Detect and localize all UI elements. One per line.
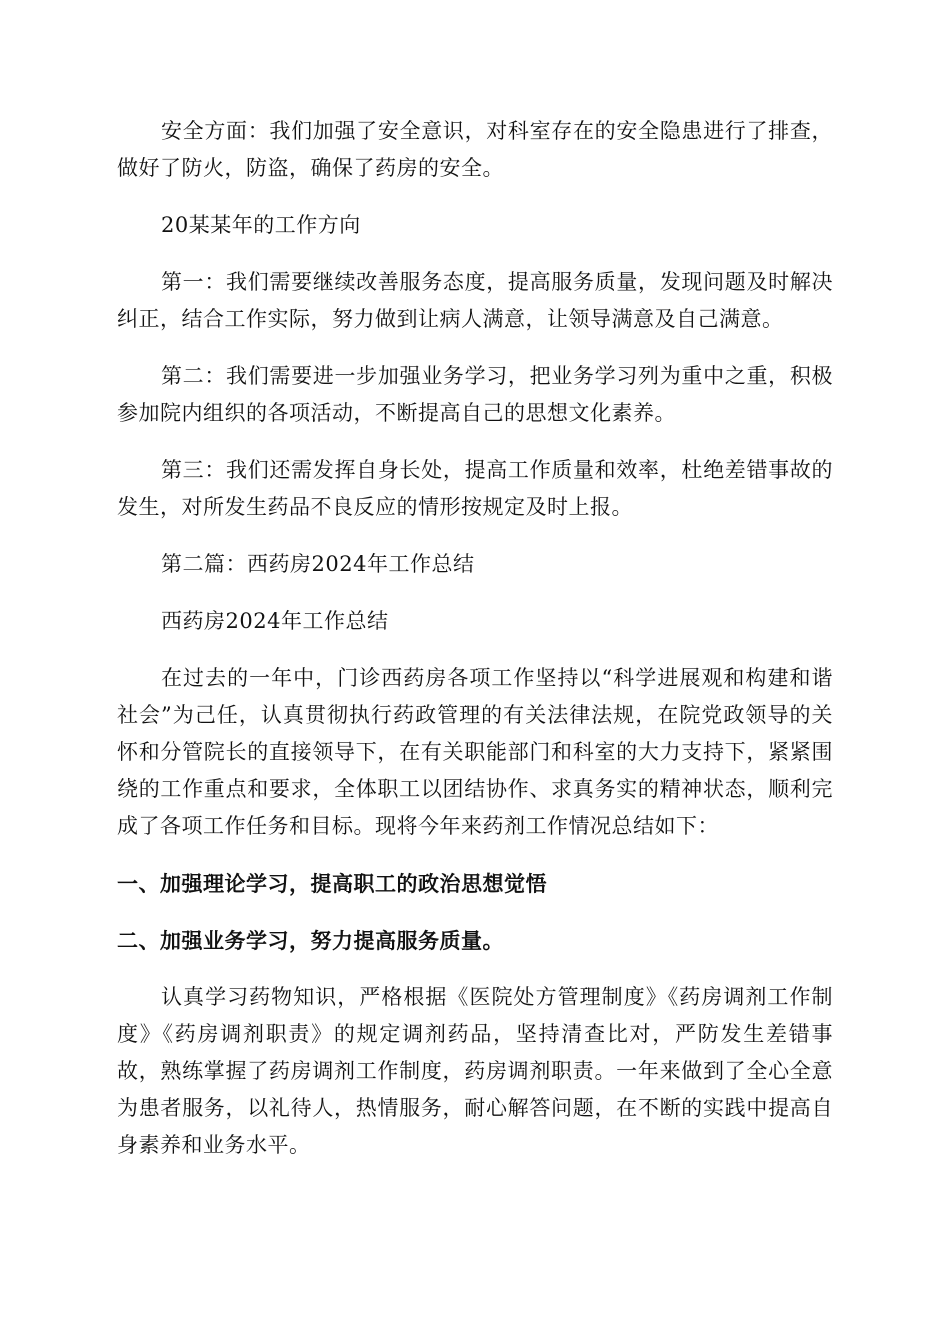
paragraph-part-two-title: 第二篇：西药房2024年工作总结 (161, 552, 475, 576)
paragraph-first: 第一：我们需要继续改善服务态度，提高服务质量，发现问题及时解决纠正，结合工作实际，努力做到让病人满意，让领导满意及自己满意。 (117, 270, 833, 331)
document-body (117, 113, 833, 1184)
section-heading-business: 二、加强业务学习，努力提高服务质量。 (117, 928, 504, 953)
paragraph-third: 第三：我们还需发挥自身长处，提高工作质量和效率，杜绝差错事故的发生，对所发生药品不良反应的情形按规定及时上报。 (117, 458, 833, 519)
paragraph-safety: 安全方面：我们加强了安全意识，对科室存在的安全隐患进行了排查，做好了防火，防盗，确保了药房的安全。 (117, 119, 833, 180)
paragraph-intro: 在过去的一年中，门诊西药房各项工作坚持以“科学进展观和构建和谐社会”为己任，认真贯彻执行药政管理的有关法律法规，在院党政领导的关怀和分管院长的直接领导下，在有关职能部门和科室的大力支持下，紧紧围绕的工作重点和要求，全体职工以团结协作、求真务实的精神状态，顺利完成了各项工作任务和目标。现将今年来药剂工作情况总结如下： (117, 666, 833, 838)
paragraph-summary-title: 西药房2024年工作总结 (161, 609, 389, 633)
paragraph-business-study: 认真学习药物知识，严格根据《医院处方管理制度》《药房调剂工作制度》《药房调剂职责》的规定调剂药品，坚持清查比对，严防发生差错事故，熟练掌握了药房调剂工作制度，药房调剂职责。一年来做到了全心全意为患者服务，以礼待人，热情服务，耐心解答问题，在不断的实践中提高自身素养和业务水平。 (117, 985, 833, 1157)
paragraph-second: 第二：我们需要进一步加强业务学习，把业务学习列为重中之重，积极参加院内组织的各项活动，不断提高自己的思想文化素养。 (117, 364, 833, 425)
paragraph-work-direction-title: 20某某年的工作方向 (161, 213, 361, 237)
section-heading-theory: 一、加强理论学习，提高职工的政治思想觉悟 (117, 871, 547, 896)
